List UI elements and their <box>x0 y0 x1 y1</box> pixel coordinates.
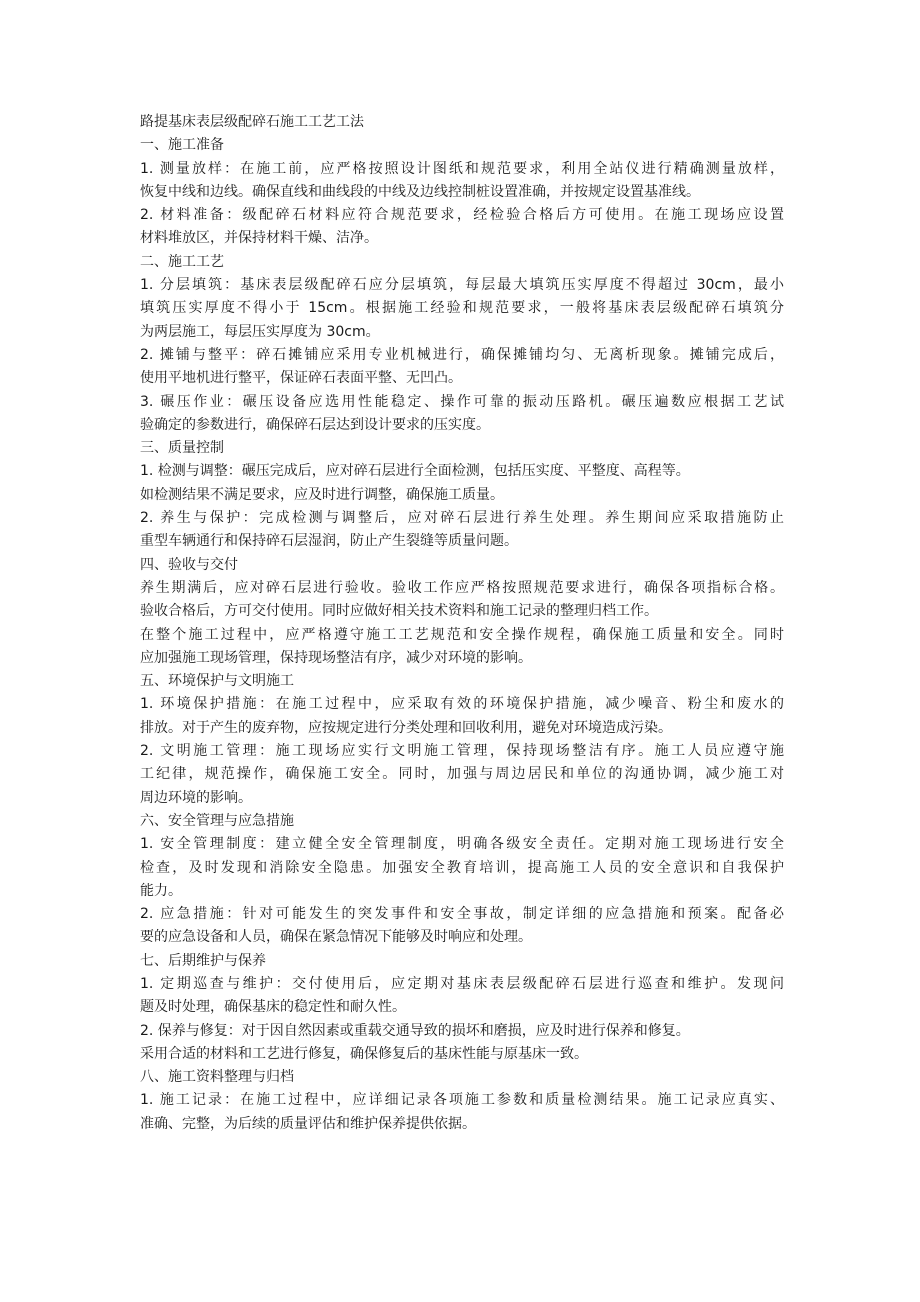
section-heading: 四、验收与交付 <box>140 556 238 573</box>
section-heading: 六、安全管理与应急措施 <box>140 812 294 829</box>
paragraph-line: 1. 施工记录：在施工过程中，应详细记录各项施工参数和质量检测结果。施工记录应真实、 <box>140 1092 784 1109</box>
section-heading: 七、后期维护与保养 <box>140 952 266 969</box>
section-heading: 二、施工工艺 <box>140 253 224 270</box>
paragraph-line: 2. 文明施工管理：施工现场应实行文明施工管理，保持现场整洁有序。施工人员应遵守施 <box>140 743 784 760</box>
paragraph-line: 2. 养生与保护：完成检测与调整后，应对碎石层进行养生处理。养生期间应采取措施防止 <box>140 510 784 527</box>
paragraph-line: 在整个施工过程中，应严格遵守施工工艺规范和安全操作规程，确保施工质量和安全。同时 <box>140 626 784 643</box>
paragraph-line: 检查，及时发现和消除安全隐患。加强安全教育培训，提高施工人员的安全意识和自我保护 <box>140 859 784 876</box>
paragraph-line: 准确、完整，为后续的质量评估和维护保养提供依据。 <box>140 1115 476 1132</box>
section-heading: 五、环境保护与文明施工 <box>140 673 294 690</box>
paragraph-line: 题及时处理，确保基床的稳定性和耐久性。 <box>140 999 406 1016</box>
paragraph-line: 1. 环境保护措施：在施工过程中，应采取有效的环境保护措施，减少噪音、粉尘和废水的 <box>140 696 784 713</box>
paragraph-line: 能力。 <box>140 882 182 899</box>
paragraph-line: 验收合格后，方可交付使用。同时应做好相关技术资料和施工记录的整理归档工作。 <box>140 603 658 620</box>
paragraph-line: 为两层施工，每层压实厚度为 30cm。 <box>140 323 380 340</box>
paragraph-line: 周边环境的影响。 <box>140 789 252 806</box>
section-heading: 一、施工准备 <box>140 137 224 154</box>
paragraph-line: 1. 定期巡查与维护：交付使用后，应定期对基床表层级配碎石层进行巡查和维护。发现问 <box>140 975 784 992</box>
paragraph-line: 使用平地机进行整平，保证碎石表面平整、无凹凸。 <box>140 370 462 387</box>
paragraph-line: 要的应急设备和人员，确保在紧急情况下能够及时响应和处理。 <box>140 929 532 946</box>
paragraph-line: 材料堆放区，并保持材料干燥、洁净。 <box>140 230 378 247</box>
paragraph-line: 1. 测量放样：在施工前，应严格按照设计图纸和规范要求，利用全站仪进行精确测量放样， <box>140 160 784 177</box>
paragraph-line: 恢复中线和边线。确保直线和曲线段的中线及边线控制桩设置准确，并按规定设置基准线。 <box>140 183 700 200</box>
paragraph-line: 工纪律，规范操作，确保施工安全。同时，加强与周边居民和单位的沟通协调，减少施工对 <box>140 766 784 783</box>
paragraph-line: 1. 安全管理制度：建立健全安全管理制度，明确各级安全责任。定期对施工现场进行安全 <box>140 836 784 853</box>
paragraph-line: 填筑压实厚度不得小于 15cm。根据施工经验和规范要求，一般将基床表层级配碎石填筑分 <box>140 300 784 317</box>
paragraph-line: 1. 检测与调整：碾压完成后，应对碎石层进行全面检测，包括压实度、平整度、高程等。 <box>140 463 690 480</box>
paragraph-line: 应加强施工现场管理，保持现场整洁有序，减少对环境的影响。 <box>140 649 532 666</box>
paragraph-line: 1. 分层填筑：基床表层级配碎石应分层填筑，每层最大填筑压实厚度不得超过 30cm，最小 <box>140 277 784 294</box>
paragraph-line: 3. 碾压作业：碾压设备应选用性能稳定、操作可靠的振动压路机。碾压遍数应根据工艺试 <box>140 393 784 410</box>
paragraph-line: 2. 摊铺与整平：碎石摊铺应采用专业机械进行，确保摊铺均匀、无离析现象。摊铺完成后， <box>140 346 784 363</box>
paragraph-line: 验确定的参数进行，确保碎石层达到设计要求的压实度。 <box>140 416 490 433</box>
paragraph-line: 如检测结果不满足要求，应及时进行调整，确保施工质量。 <box>140 486 504 503</box>
document-page <box>140 111 784 1136</box>
paragraph-line: 2. 应急措施：针对可能发生的突发事件和安全事故，制定详细的应急措施和预案。配备必 <box>140 906 784 923</box>
paragraph-line: 排放。对于产生的废弃物，应按规定进行分类处理和回收利用，避免对环境造成污染。 <box>140 719 672 736</box>
document-title: 路提基床表层级配碎石施工工艺工法 <box>140 114 364 130</box>
section-heading: 八、施工资料整理与归档 <box>140 1069 294 1086</box>
paragraph-line: 采用合适的材料和工艺进行修复，确保修复后的基床性能与原基床一致。 <box>140 1045 588 1062</box>
paragraph-line: 养生期满后，应对碎石层进行验收。验收工作应严格按照规范要求进行，确保各项指标合格。 <box>140 579 784 596</box>
paragraph-line: 2. 保养与修复：对于因自然因素或重载交通导致的损坏和磨损，应及时进行保养和修复。 <box>140 1022 690 1039</box>
section-heading: 三、质量控制 <box>140 440 224 457</box>
paragraph-line: 2. 材料准备：级配碎石材料应符合规范要求，经检验合格后方可使用。在施工现场应设置 <box>140 207 784 224</box>
paragraph-line: 重型车辆通行和保持碎石层湿润，防止产生裂缝等质量问题。 <box>140 533 518 550</box>
